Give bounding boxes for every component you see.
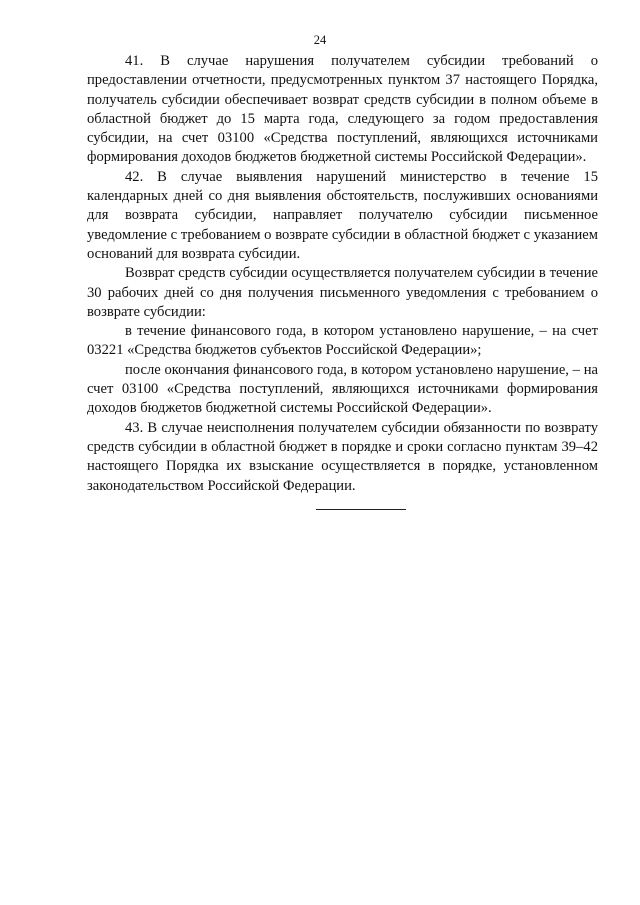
paragraph-after-year-account: после окончания финансового года, в котором установлено нарушение, – на счет 03100 «Средства поступлений, являющихся источниками формирования доходов бюджетов бюджетной системы Российской Федерации». [87,361,598,417]
paragraph-42: 42. В случае выявления нарушений министерство в течение 15 календарных дней со дня выявления обстоятельств, послуживших основаниями для возврата субсидии, направляет получателю субсидии письменное уведомление с требованием о возврате субсидии в областной бюджет с указанием оснований для возврата субсидии. [87,168,598,262]
paragraph-current-year-account: в течение финансового года, в котором установлено нарушение, – на счет 03221 «Средства бюджетов субъектов Российской Федерации»; [87,323,598,359]
end-divider-line [316,509,406,510]
page-number: 24 [313,33,327,47]
paragraph-41: 41. В случае нарушения получателем субсидии требований о предоставлении отчетности, предусмотренных пунктом 37 настоящего Порядка, получатель субсидии обеспечивает возврат средств субсидии в полном объеме в областной бюджет до 15 марта года, следующего за годом предоставления субсидии, на счет 03100 «Средства поступлений, являющихся источниками формирования доходов бюджетов бюджетной системы Российской Федерации». [87,53,598,166]
document-body [87,52,598,496]
paragraph-return-terms: Возврат средств субсидии осуществляется получателем субсидии в течение 30 рабочих дней со дня получения письменного уведомления с требованием о возврате субсидии: [87,265,598,320]
paragraph-43: 43. В случае неисполнения получателем субсидии обязанности по возврату средств субсидии в областной бюджет в порядке и сроки согласно пунктам 39–42 настоящего Порядка их взыскание осуществляется в порядке, установленном законодательством Российской Федерации. [87,419,598,494]
